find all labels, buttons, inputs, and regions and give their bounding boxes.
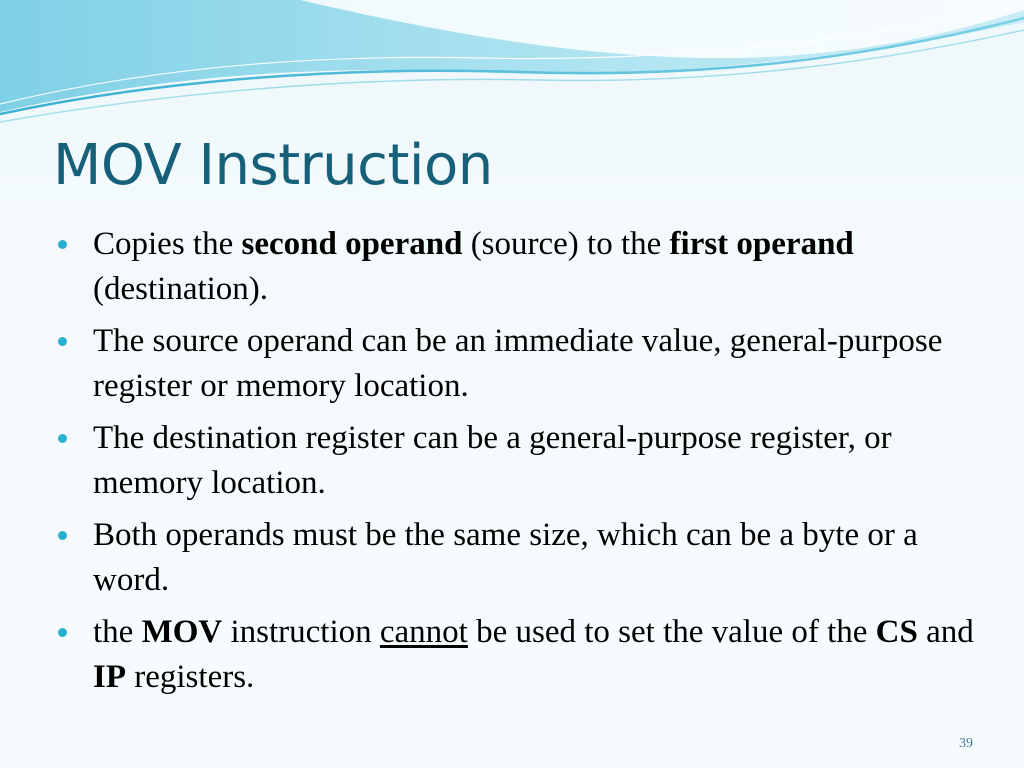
bold-text: second operand (241, 226, 463, 262)
bold-text: IP (93, 659, 126, 695)
bullet-item (58, 319, 978, 409)
bullet-list (58, 222, 978, 707)
bullet-text: the (93, 614, 142, 650)
bullet-text: (destination). (93, 271, 269, 307)
underlined-text: cannot (379, 614, 468, 650)
bullet-text: The source operand can be an immediate value, general-purpose register or memory location. (93, 323, 943, 404)
bullet-item (58, 610, 978, 700)
bullet-text: registers. (126, 659, 255, 695)
bullet-item (58, 222, 978, 312)
decorative-wave-header (0, 0, 1024, 130)
bullet-text: Both operands must be the same size, which can be a byte or a word. (93, 517, 918, 598)
bullet-text: The destination register can be a general-purpose register, or memory location. (93, 420, 892, 501)
bold-text: MOV (141, 614, 223, 650)
bullet-item (58, 416, 978, 506)
bullet-icon (58, 434, 67, 443)
bullet-icon (58, 531, 67, 540)
bullet-item (58, 513, 978, 603)
bold-text: first operand (669, 226, 854, 262)
bold-text: CS (875, 614, 918, 650)
bullet-icon (58, 240, 67, 249)
page-number: 39 (959, 736, 973, 751)
slide-title: MOV Instruction (53, 133, 493, 198)
bullet-icon (58, 337, 67, 346)
bullet-text: and (917, 614, 974, 650)
bullet-text: be used to set the value of the (467, 614, 876, 650)
bullet-text: instruction (222, 614, 380, 650)
bullet-text: Copies the (93, 226, 242, 262)
bullet-icon (58, 628, 67, 637)
bullet-text: (source) to the (462, 226, 670, 262)
